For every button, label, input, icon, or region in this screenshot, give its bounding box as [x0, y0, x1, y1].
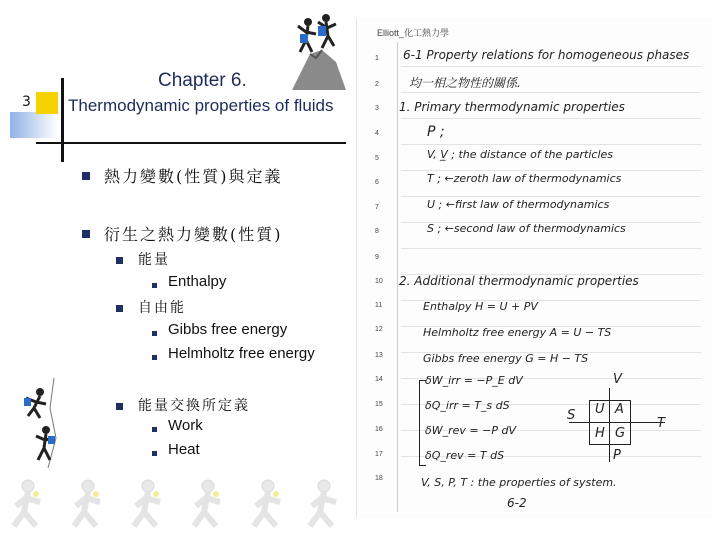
- climbers-icon: [10, 378, 64, 468]
- decorative-band: [10, 112, 58, 138]
- ruled-line: [401, 170, 701, 171]
- bullet-marker: [82, 172, 90, 180]
- notes-v-line: V, V̲ ; the distance of the particles: [427, 148, 614, 161]
- decorative-square: [36, 92, 58, 114]
- ruled-line: [401, 144, 701, 145]
- notes-heat-irr: δQ_irr = T_s dS: [425, 399, 510, 412]
- notes-heading: 6-1 Property relations for homogeneous phases: [403, 48, 690, 62]
- notes-s-line: S ; ←second law of thermodynamics: [427, 222, 626, 235]
- notes-t-line: T ; ←zeroth law of thermodynamics: [427, 172, 622, 185]
- notes-gibbs: Gibbs free energy G = H − TS: [423, 352, 589, 365]
- line-number: 14: [375, 376, 383, 383]
- slide-title: Chapter 6.: [158, 70, 247, 91]
- line-number: 13: [375, 352, 383, 359]
- bullet-item: Heat: [168, 441, 200, 458]
- line-number: 8: [375, 228, 379, 235]
- line-number: 15: [375, 401, 383, 408]
- bullet-item: 熱力變數(性質)與定義: [104, 167, 283, 186]
- square-label-h: H: [595, 426, 605, 441]
- bullet-marker: [152, 451, 157, 456]
- bullet-marker: [152, 355, 157, 360]
- line-number: 3: [375, 105, 379, 112]
- notes-p-line: P ;: [427, 124, 445, 140]
- line-number: 6: [375, 179, 379, 186]
- bullet-marker: [152, 283, 157, 288]
- line-number: 9: [375, 254, 379, 261]
- line-number: 10: [375, 278, 383, 285]
- square-label-p: P: [613, 448, 621, 463]
- bullet-item: Gibbs free energy: [168, 321, 288, 338]
- notes-heat-rev: δQ_rev = T dS: [425, 449, 505, 462]
- margin-line: [397, 42, 398, 512]
- notes-section-2: 2. Additional thermodynamic properties: [399, 274, 639, 288]
- square-label-g: G: [615, 426, 626, 441]
- notes-header: Elliott_化工熱力學: [377, 28, 450, 38]
- line-number: 12: [375, 326, 383, 333]
- bullet-item: Work: [168, 417, 203, 434]
- divider-vertical: [61, 78, 64, 162]
- line-number: 5: [375, 155, 379, 162]
- bullet-item: 能量: [138, 252, 170, 268]
- slide-number: 3: [22, 94, 31, 110]
- line-number: 4: [375, 130, 379, 137]
- bullet-marker: [152, 331, 157, 336]
- square-label-v: V: [613, 372, 622, 387]
- bullet-marker: [116, 403, 123, 410]
- square-label-s: S: [567, 408, 576, 423]
- bullet-marker: [82, 230, 90, 238]
- square-label-t: T: [657, 416, 665, 431]
- notes-work-irr: δW_irr = −P_E dV: [425, 374, 523, 387]
- ruled-line: [401, 66, 701, 67]
- notes-page-number: 6-2: [507, 496, 527, 510]
- ruled-line: [401, 118, 701, 119]
- notes-footer: V, S, P, T : the properties of system.: [421, 476, 617, 489]
- square-label-u: U: [595, 402, 605, 417]
- bullet-marker: [116, 257, 123, 264]
- ruled-line: [401, 196, 701, 197]
- bullet-item: 能量交換所定義: [138, 398, 250, 414]
- notes-helmholtz: Helmholtz free energy A = U − TS: [423, 326, 612, 339]
- divider-horizontal: [36, 142, 346, 144]
- notes-heading-cn: 均一相之物性的關係.: [409, 76, 521, 90]
- line-number: 17: [375, 451, 383, 458]
- handwritten-notes-panel: [356, 18, 713, 518]
- slide-subtitle: Thermodynamic properties of fluids: [68, 96, 334, 115]
- notes-work-rev: δW_rev = −P dV: [425, 424, 516, 437]
- thermo-square-axis-v: [609, 388, 610, 462]
- ruled-line: [401, 248, 701, 249]
- notes-enthalpy: Enthalpy H = U + PV: [423, 300, 538, 313]
- bullet-item: 自由能: [138, 300, 186, 316]
- runners-watermark: [0, 476, 360, 540]
- square-label-a: A: [615, 402, 624, 417]
- thermo-square-axis-h: [569, 422, 665, 423]
- bullet-item: 衍生之熱力變數(性質): [104, 225, 283, 244]
- climbers-icon: [288, 12, 348, 92]
- notes-u-line: U ; ←first law of thermodynamics: [427, 198, 610, 211]
- bullet-marker: [116, 305, 123, 312]
- line-number: 11: [375, 302, 383, 309]
- bullet-item: Enthalpy: [168, 273, 227, 290]
- line-number: 18: [375, 475, 383, 482]
- line-number: 1: [375, 55, 379, 62]
- ruled-line: [401, 92, 701, 93]
- bullet-item: Helmholtz free energy: [168, 345, 315, 362]
- line-number: 2: [375, 81, 379, 88]
- notes-section-1: 1. Primary thermodynamic properties: [399, 100, 625, 114]
- line-number: 16: [375, 426, 383, 433]
- line-number: 7: [375, 204, 379, 211]
- bullet-marker: [152, 427, 157, 432]
